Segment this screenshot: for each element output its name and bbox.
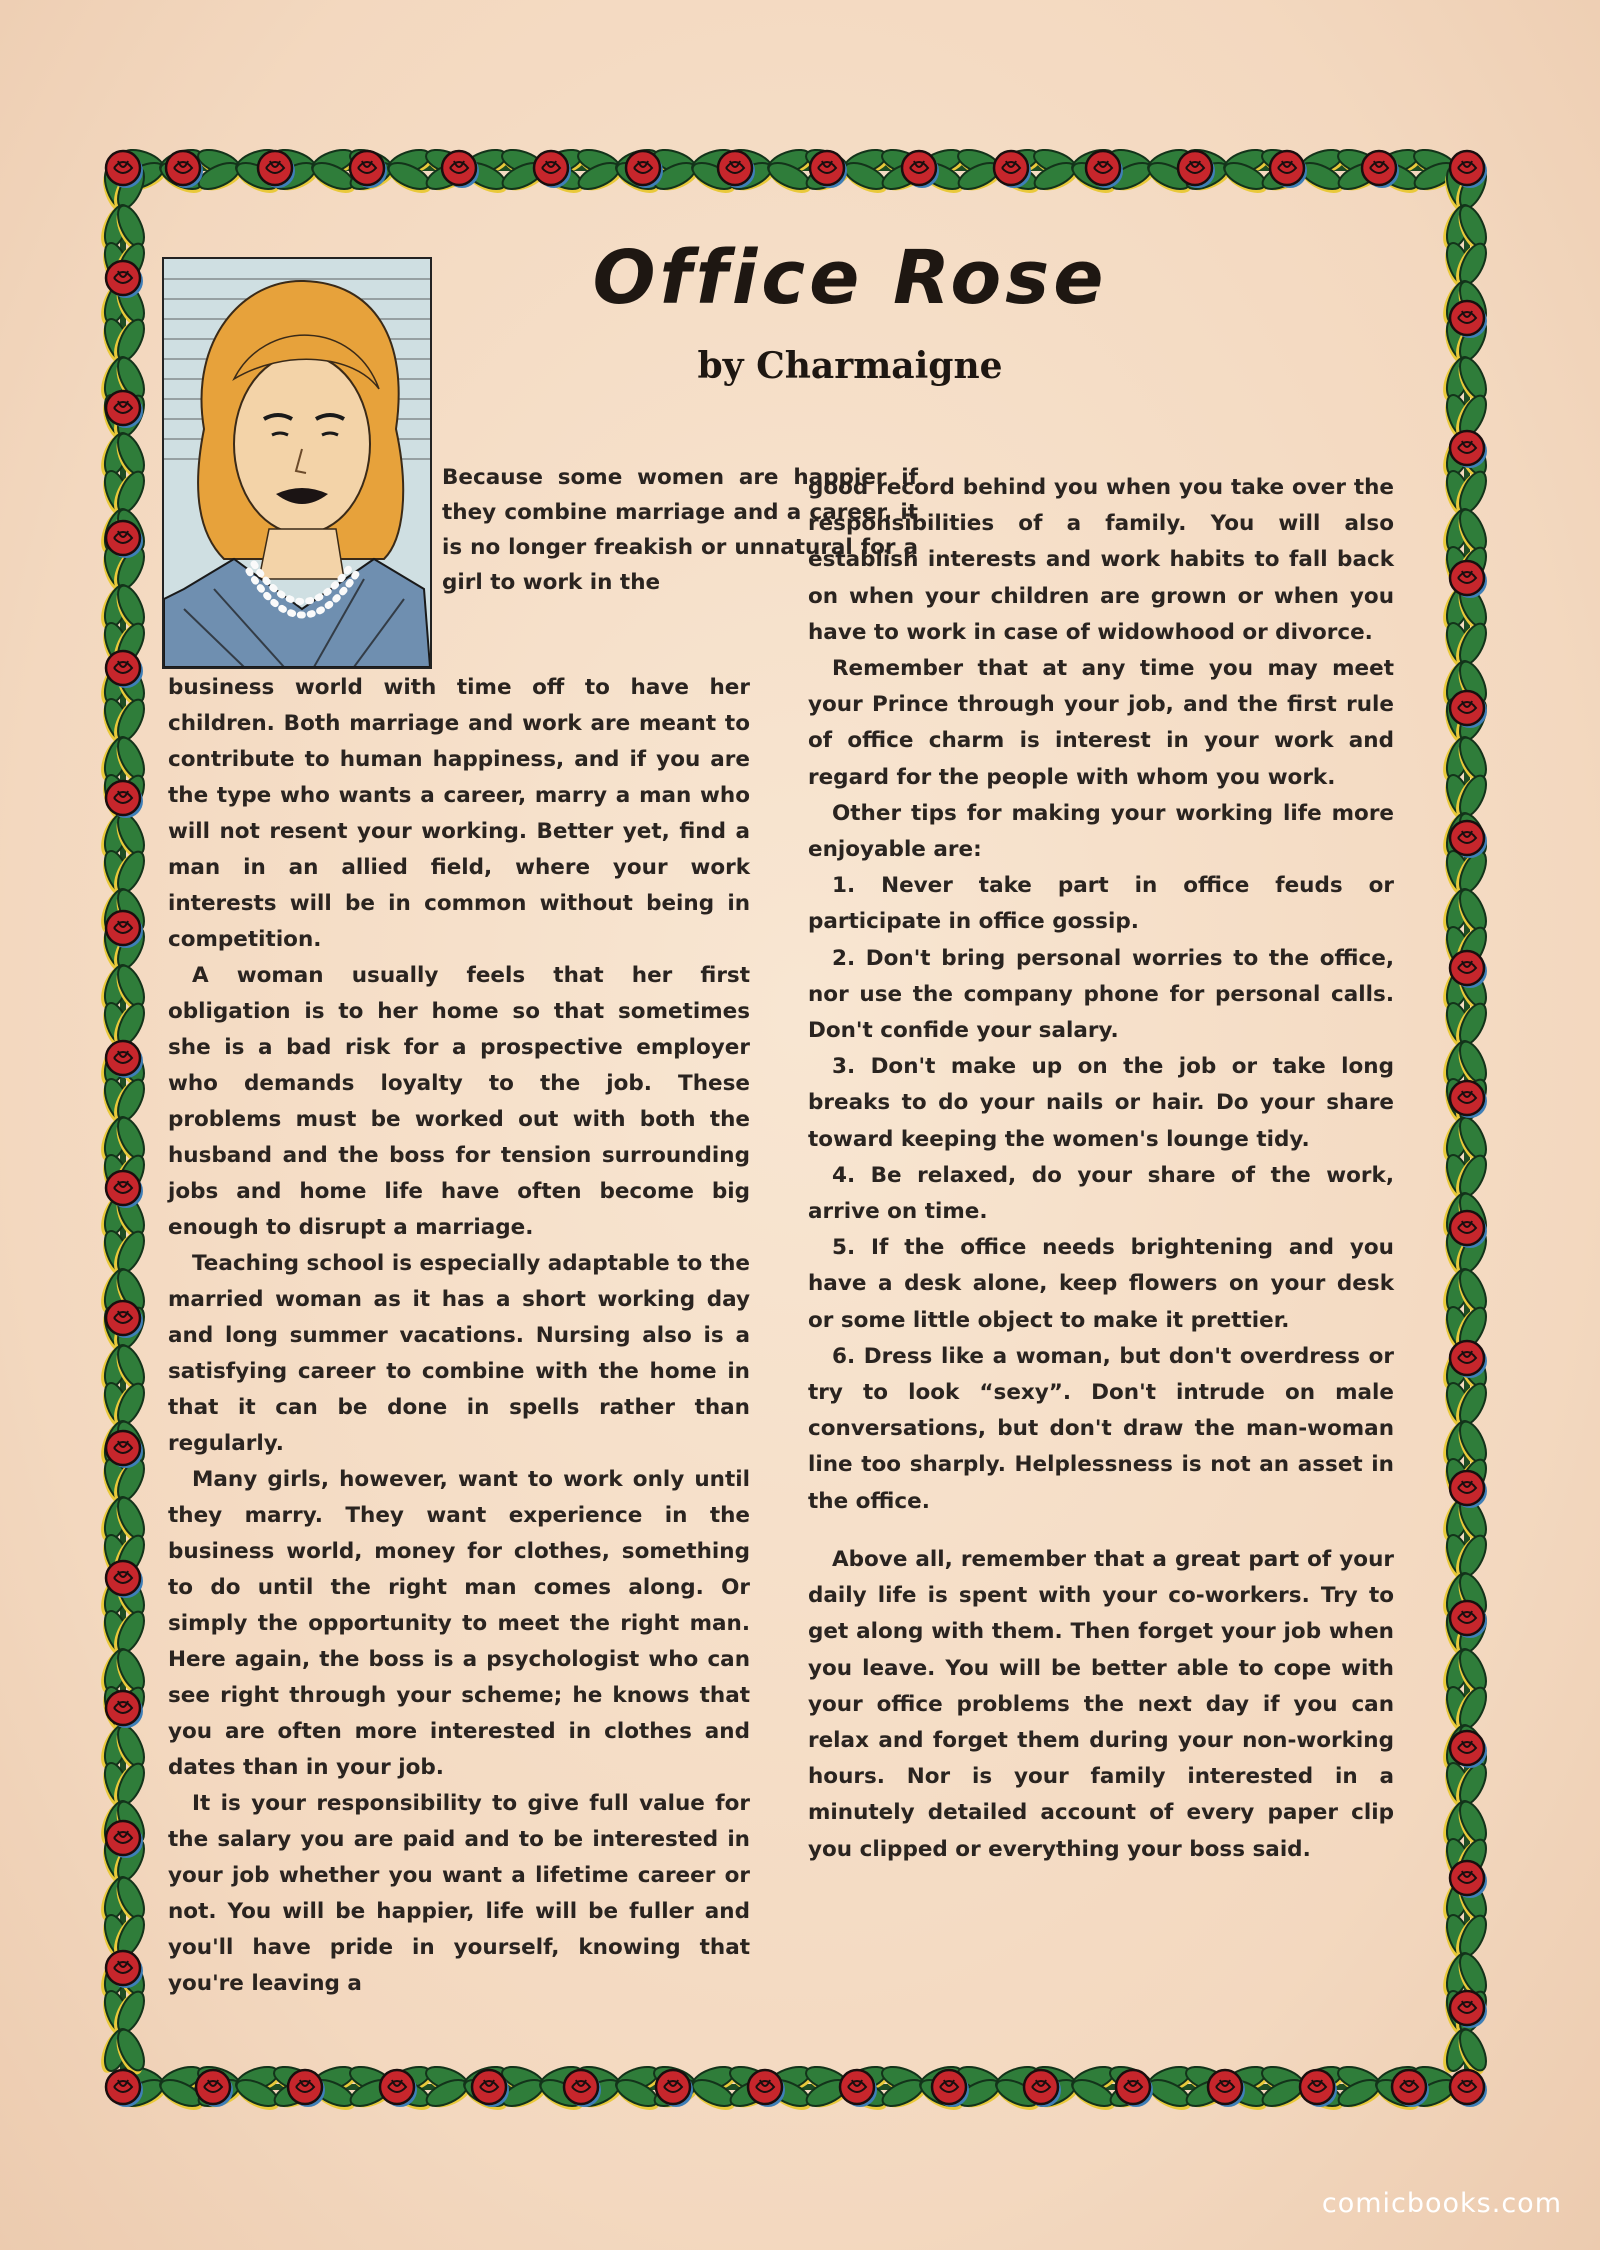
paragraph: Other tips for making your working life more enjoyable are: <box>808 800 1394 863</box>
paragraph: It is your responsibility to give full value for the salary you are paid and to be interested in your job whether you want a lifetime career or not. You will be happier, life will be fuller and you'll have pride in yourself, knowing that you're leaving a <box>168 1791 750 1996</box>
right-column <box>808 470 1394 1868</box>
tip-item: 5. If the office needs brightening and you have a desk alone, keep flowers on your desk or some little object to make it prettier. <box>808 1235 1394 1333</box>
tip-item: 4. Be relaxed, do your share of the work, arrive on time. <box>808 1162 1394 1225</box>
tip-item: 1. Never take part in office feuds or participate in office gossip. <box>808 873 1394 935</box>
intro-paragraph: Because some women are happier if they combine marriage and a career, it is no longer freakish or unnatural for a girl to work in the <box>442 465 918 595</box>
closing-paragraph: Above all, remember that a great part of your daily life is spent with your co-workers. Try to get along with them. Then forget your job when you leave. You will be better able to cope with your office problems the next day if you can relax and forget them during your non-working hours. Nor is your family interested in a minutely detailed account of every paper clip you clipped or everything your boss said. <box>808 1546 1394 1862</box>
left-column <box>168 670 750 2002</box>
paragraph: business world with time off to have her children. Both marriage and work are meant to contribute to human happiness, and if you are the type who wants a career, marry a man who will not resent your working. Better yet, find a man in an allied field, where your work interests will be in common without being in competition. <box>168 675 750 952</box>
paragraph: A woman usually feels that her first obligation is to her home so that sometimes she is a bad risk for a prospective employer who demands loyalty to the job. These problems must be worked out with both the husband and the boss for tension surrounding jobs and home life have often become big enough to disrupt a marriage. <box>168 963 750 1240</box>
woman-portrait-illustration <box>162 257 432 669</box>
rose-ornament <box>1450 2070 1487 2107</box>
paragraph: good record behind you when you take over the responsibilities of a family. You will also establish interests and work habits to fall back on when your children are grown or when you have to work in case of widowhood or divorce. <box>808 475 1394 645</box>
paragraph: Many girls, however, want to work only until they marry. They want experience in the business world, money for clothes, something to do until the right man comes along. Or simply the opportunity to meet the right man. Here again, the boss is a psychologist who can see right through your scheme; he knows that you are often more interested in clothes and dates than in your job. <box>168 1467 750 1780</box>
article-byline: by Charmaigne <box>697 345 1003 387</box>
tip-item: 6. Dress like a woman, but don't overdress or try to look “sexy”. Don't intrude on male conversations, but don't draw the man-woman line too sharply. Helplessness is not an asset in the office. <box>808 1343 1394 1514</box>
article <box>160 205 1400 2065</box>
paragraph: Remember that at any time you may meet your Prince through your job, and the first rule of office charm is interest in your work and regard for the people with whom you work. <box>808 656 1394 790</box>
paragraph: Teaching school is especially adaptable to the married woman as it has a short working day and long summer vacations. Nursing also is a satisfying career to combine with the home in that it can be done in spells rather than regularly. <box>168 1251 750 1456</box>
watermark: comicbooks.com <box>1321 2188 1562 2219</box>
tip-item: 3. Don't make up on the job or take long breaks to do your nails or hair. Do your share toward keeping the women's lounge tidy. <box>808 1054 1394 1152</box>
article-title: Office Rose <box>592 235 1108 321</box>
tip-item: 2. Don't bring personal worries to the office, nor use the company phone for personal calls. Don't confide your salary. <box>808 945 1394 1044</box>
